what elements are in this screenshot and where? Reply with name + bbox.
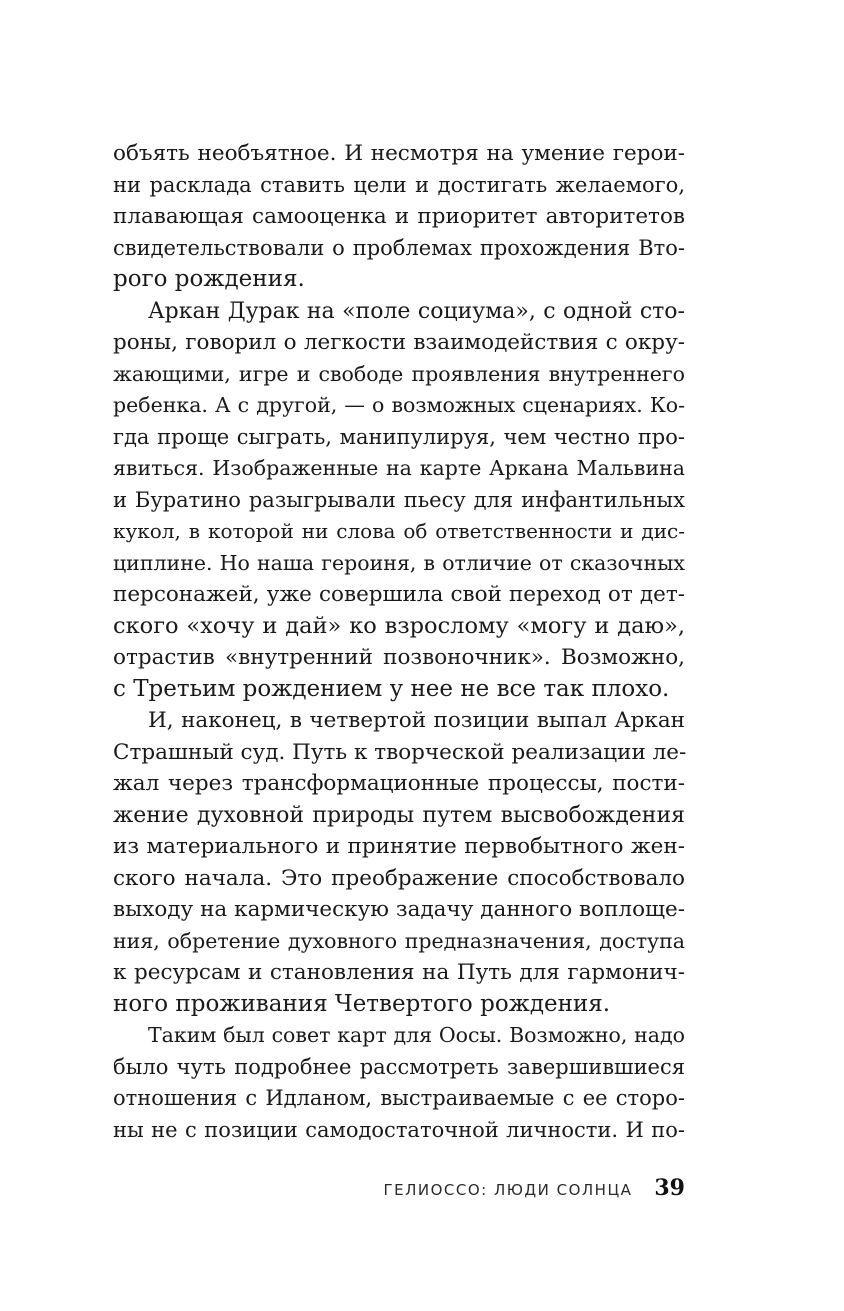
- text-line: объять необъятное. И несмотря на умение герои-: [113, 141, 685, 166]
- text-line: из материального и принятие первобытного жен-: [113, 834, 685, 859]
- text-line: ны не с позиции самодостаточной личности. И по-: [113, 1117, 685, 1142]
- text-line: рого рождения.: [113, 266, 305, 292]
- text-line: ного проживания Четвертого рождения.: [113, 990, 611, 1017]
- text-line: И, наконец, в четвертой позиции выпал Аркан: [148, 708, 685, 733]
- text-line: циплине. Но наша героиня, в отличие от сказочных: [113, 550, 685, 575]
- text-line: свидетельствовали о проблемах прохождения Вто-: [113, 235, 685, 260]
- text-line: жал через трансформационные процессы, пости-: [113, 771, 685, 796]
- text-line: гда проще сыграть, манипулируя, чем честно про-: [113, 424, 685, 449]
- text-line: отрастив «внутренний позвоночник». Возможно,: [113, 645, 685, 670]
- text-line: жение духовной природы путем высвобождения: [113, 802, 685, 828]
- text-line: ребенка. А с другой, — о возможных сценариях. Ко-: [113, 393, 685, 417]
- text-line: явиться. Изображенные на карте Аркана Мальвина: [113, 456, 685, 480]
- text-line: и Буратино разыгрывали пьесу для инфантильных: [113, 487, 685, 512]
- text-line: было чуть подробнее рассмотреть завершившиеся: [113, 1054, 685, 1079]
- text-line: жающими, игре и свободе проявления внутреннего: [113, 361, 685, 386]
- text-line: с Третьим рождением у нее не все так плохо.: [113, 675, 670, 702]
- running-title: ГЕЛИОССО: ЛЮДИ СОЛНЦА: [383, 1181, 633, 1199]
- text-line: ния, обретение духовного предназначения, доступа: [113, 928, 685, 953]
- text-line: отношения с Идланом, выстраиваемые с ее сторо-: [113, 1086, 685, 1110]
- text-line: выходу на кармическую задачу данного воплоще-: [113, 897, 685, 922]
- text-line: кукол, в которой ни слова об ответственности и дис-: [113, 519, 685, 543]
- text-line: Страшный суд. Путь к творческой реализации ле-: [113, 739, 687, 765]
- text-line: к ресурсам и становления на Путь для гармонич-: [113, 960, 685, 985]
- page-number: 39: [654, 1175, 685, 1201]
- text-line: плавающая самооценка и приоритет авторитетов: [113, 204, 685, 229]
- text-line: ского «хочу и дай» ко взрослому «могу и даю»,: [113, 612, 685, 639]
- text-line: роны, говорил о легкости взаимодействия с окру-: [113, 330, 685, 355]
- text-line: Аркан Дурак на «поле социума», с одной сто-: [148, 298, 685, 324]
- text-line: Таким был совет карт для Оосы. Возможно, надо: [148, 1023, 685, 1047]
- page-footer: [113, 1175, 685, 1207]
- text-line: ни расклада ставить цели и достигать желаемого,: [113, 172, 685, 197]
- text-line: персонажей, уже совершила свой переход от дет-: [113, 582, 685, 607]
- text-line: ского начала. Это преображение способствовало: [113, 865, 685, 891]
- body-text: [113, 138, 685, 1146]
